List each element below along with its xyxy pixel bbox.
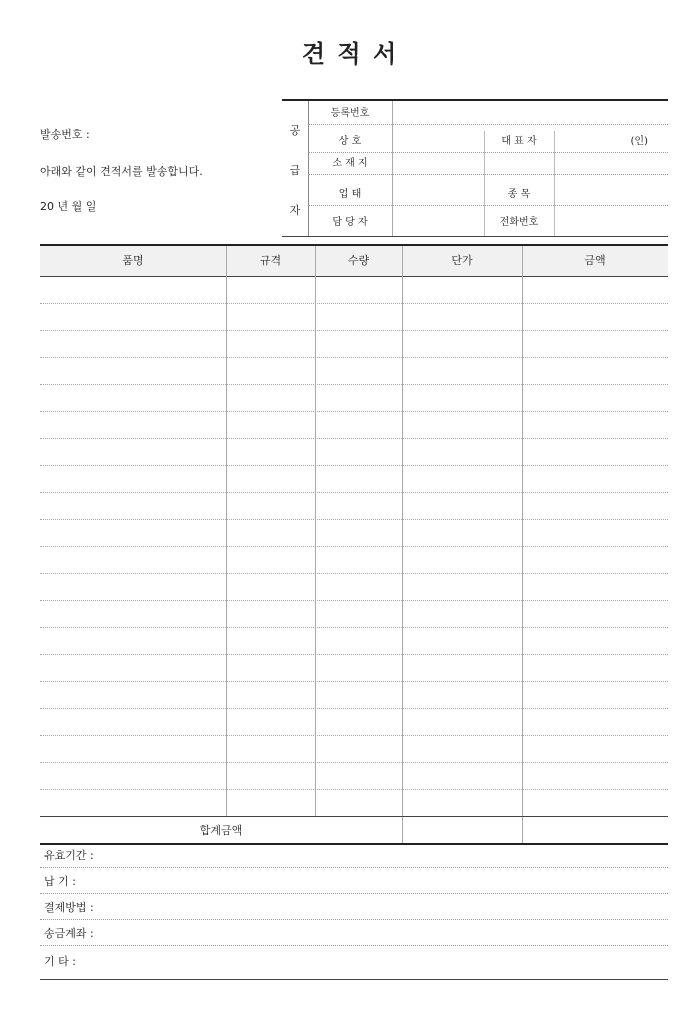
table-row (40, 357, 668, 359)
seal-mark: (인) (630, 136, 648, 147)
supplier-vertical-char: 자 (289, 204, 301, 217)
table-row (40, 303, 668, 305)
table-row (40, 465, 668, 467)
supplier-top-border (282, 99, 668, 101)
supplier-label-secondary: 전화번호 (499, 217, 539, 228)
total-label: 합계금액 (199, 824, 243, 837)
supplier-vertical-char: 급 (289, 164, 301, 177)
column-header-item: 품명 (122, 254, 144, 267)
document-title: 견 적 서 (301, 40, 399, 68)
table-row (40, 735, 668, 737)
footer-label: 송금계좌 : (44, 927, 94, 940)
supplier-label-secondary: 종 목 (507, 189, 531, 200)
table-row (40, 411, 668, 413)
footer-row-payment (40, 897, 668, 920)
table-row (40, 708, 668, 710)
supplier-label-secondary: 대 표 자 (501, 136, 537, 147)
table-row (40, 762, 668, 764)
footer-row-account (40, 923, 668, 946)
supplier-label: 소 재 지 (332, 158, 368, 169)
column-divider (402, 246, 403, 843)
supplier-row-company (308, 131, 668, 153)
table-row (40, 438, 668, 440)
supplier-vertical-char: 공 (289, 124, 301, 137)
table-row (40, 519, 668, 521)
notice-text: 아래와 같이 견적서를 발송합니다. (40, 165, 203, 178)
table-row (40, 600, 668, 602)
table-row (40, 546, 668, 548)
date-line: 20 년 월 일 (40, 200, 97, 213)
column-divider (522, 246, 523, 843)
supplier-row-registration (308, 103, 668, 125)
supplier-row-contact (308, 212, 668, 233)
column-header-quantity: 수량 (347, 254, 370, 267)
supplier-label: 업 태 (338, 189, 362, 200)
column-header-amount: 금액 (584, 254, 606, 267)
supplier-row-address (308, 153, 668, 175)
table-row (40, 330, 668, 332)
supplier-label: 상 호 (338, 136, 362, 147)
table-row (40, 789, 668, 791)
supplier-label: 등록번호 (330, 108, 370, 119)
total-row (40, 816, 668, 844)
column-header-unit-price: 단가 (451, 254, 473, 267)
table-header (40, 246, 668, 277)
table-row (40, 627, 668, 629)
table-row (40, 384, 668, 386)
table-row (40, 681, 668, 683)
supplier-row-business-type (308, 184, 668, 206)
table-row (40, 654, 668, 656)
table-row (40, 573, 668, 575)
footer-label: 기 타 : (44, 955, 76, 968)
footer-label: 유효기간 : (44, 849, 94, 862)
supplier-bottom-border (282, 236, 668, 237)
supplier-label: 담 당 자 (332, 217, 368, 228)
footer-bottom-border (40, 979, 668, 980)
footer-row-validity (40, 845, 668, 868)
table-row (40, 492, 668, 494)
issue-number-label: 발송번호 : (40, 128, 90, 141)
footer-row-other (40, 951, 668, 973)
footer-row-delivery (40, 871, 668, 894)
footer-label: 결제방법 : (44, 901, 94, 914)
column-header-spec: 규격 (259, 254, 282, 267)
footer-label: 납 기 : (44, 875, 76, 888)
